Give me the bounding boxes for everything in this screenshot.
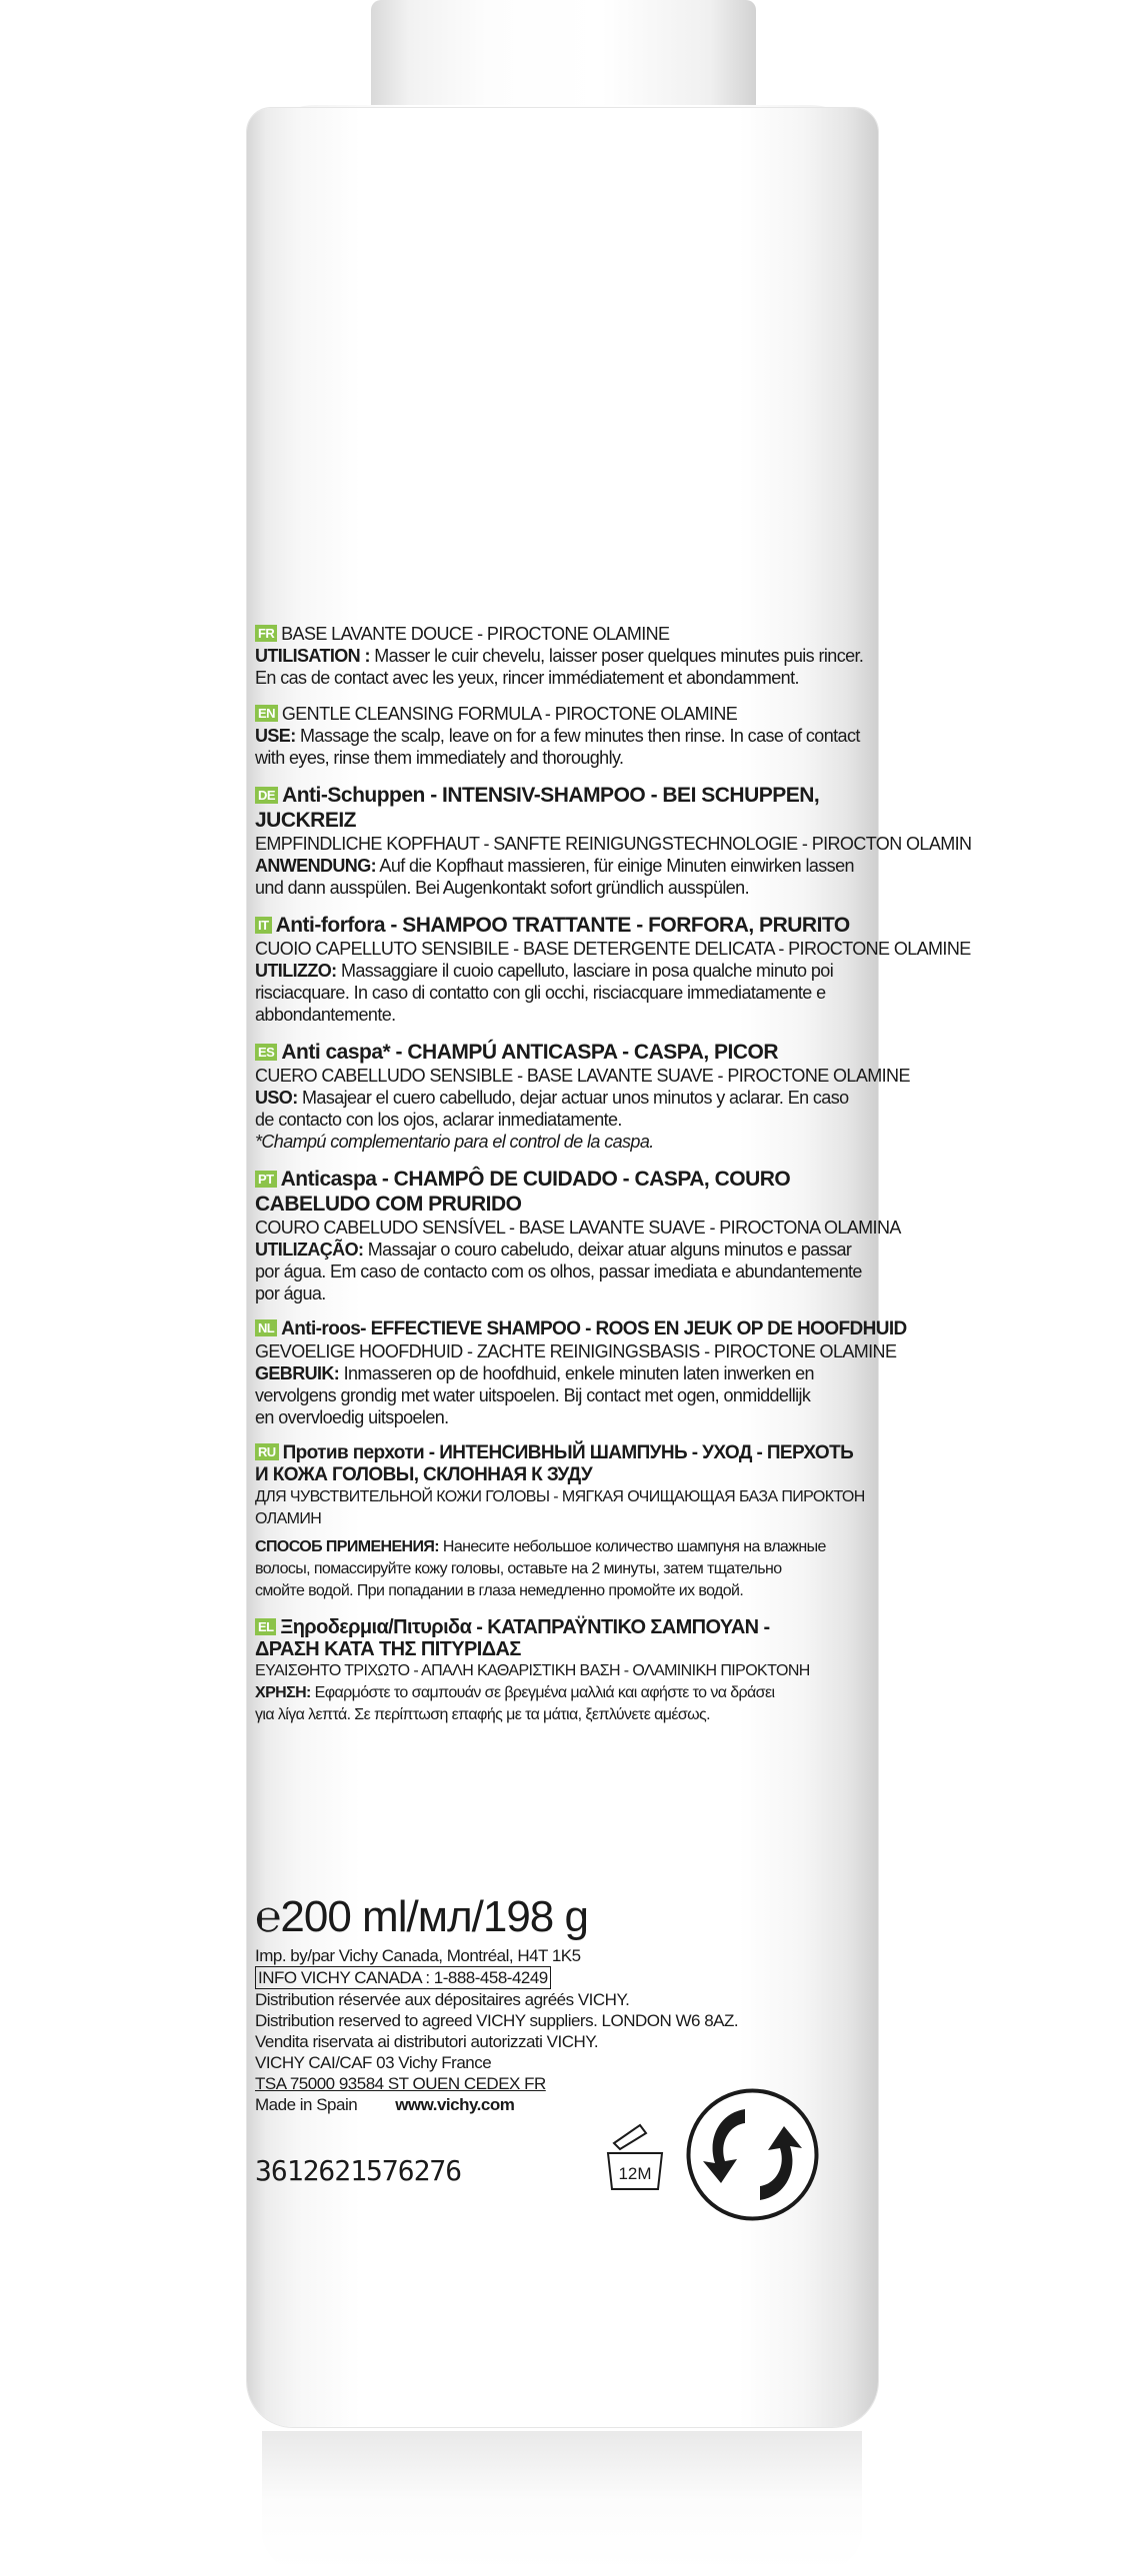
pt-heading: Anticaspa - CHAMPÔ DE CUIDADO - CASPA, COURO: [280, 1168, 791, 1191]
section-pt: [255, 1167, 901, 1304]
ru-formula-2: ОЛАМИН: [255, 1510, 322, 1527]
es-use-text: Masajear el cuero cabelludo, dejar actuar unos minutos y aclarar. En caso: [297, 1088, 849, 1108]
lang-tag-de: DE: [255, 787, 278, 804]
de-use-text: Auf die Kopfhaut massieren, für einige Minuten einwirken lassen: [376, 856, 854, 876]
lang-tag-el: EL: [255, 1618, 276, 1635]
el-use-label: ΧΡΗΣΗ:: [255, 1684, 311, 1701]
nl-use-text: Inmasseren op de hoofdhuid, enkele minuten laten inwerken en: [339, 1363, 814, 1383]
el-formula: ΕΥΑΙΣΘΗΤΟ ΤΡΙΧΩΤΟ - ΑΠΑΛΗ ΚΑΘΑΡΙΣΤΙΚΗ ΒΑΣΗ - ΟΛΑΜΙΝΙΚΗ ΠΙΡΟΚΤΟΝΗ: [255, 1662, 810, 1679]
ru-heading: Против перхоти - ИНТЕНСИВНЫЙ ШАМПУНЬ - УХОД - ПЕРХОТЬ: [282, 1442, 854, 1463]
pt-use-text-3: por água.: [255, 1284, 326, 1303]
pt-use-label: UTILIZAÇÃO:: [255, 1240, 364, 1260]
website: www.vichy.com: [395, 2095, 515, 2114]
pao-label: 12M: [618, 2164, 652, 2183]
lang-tag-nl: NL: [255, 1319, 277, 1336]
green-dot-recycle-icon: [685, 2087, 820, 2222]
de-heading: Anti-Schuppen - INTENSIV-SHAMPOO - BEI SCHUPPEN, JUCKREIZ: [255, 784, 820, 832]
distribution-it: Vendita riservata ai distributori autorizzati VICHY.: [255, 2032, 599, 2051]
distribution-fr: Distribution réservée aux dépositaires agréés VICHY.: [255, 1990, 630, 2009]
en-formula: GENTLE CLEANSING FORMULA - PIROCTONE OLAMINE: [281, 704, 738, 724]
it-heading: Anti-forfora - SHAMPOO TRATTANTE - FORFORA, PRURITO: [275, 914, 850, 937]
ru-use-text-2: волосы, помассируйте кожу головы, оставьте на 2 минуты, затем тщательно: [255, 1560, 782, 1577]
nl-use-text-3: en overvloedig uitspoelen.: [255, 1407, 449, 1427]
de-formula: EMPFINDLICHE KOPFHAUT - SANFTE REINIGUNGSTECHNOLOGIE - PIROCTON OLAMIN: [255, 834, 972, 854]
nl-use-text-2: vervolgens grondig met water uitspoelen. Bij contact met ogen, onmiddellijk: [255, 1385, 811, 1405]
section-es: [255, 1040, 910, 1153]
it-use-text: Massaggiare il cuoio capelluto, lasciare in posa qualche minuto poi: [336, 961, 834, 981]
manufacturer-line: VICHY CAI/CAF 03 Vichy France: [255, 2053, 492, 2072]
it-use-label: UTILIZZO:: [255, 961, 337, 981]
ru-formula: ДЛЯ ЧУВСТВИТЕЛЬНОЙ КОЖИ ГОЛОВЫ - МЯГКАЯ ОЧИЩАЮЩАЯ БАЗА ПИРОКТОН: [255, 1488, 865, 1505]
lang-tag-pt: PT: [255, 1171, 277, 1188]
back-label: [255, 623, 972, 1740]
en-use-label: USE:: [255, 726, 296, 746]
barcode-number: 3612621576276: [255, 2154, 462, 2187]
nl-formula: GEVOELIGE HOOFDHUID - ZACHTE REINIGINGSBASIS - PIROCTONE OLAMINE: [255, 1341, 897, 1361]
en-use-text: Massage the scalp, leave on for a few minutes then rinse. In case of contact: [295, 726, 860, 746]
pt-heading-2: CABELUDO COM PRURIDO: [255, 1193, 522, 1216]
section-en: [255, 703, 875, 769]
manufacturer-address: TSA 75000 93584 ST OUEN CEDEX FR: [255, 2074, 546, 2093]
distribution-en: Distribution reserved to agreed VICHY suppliers. LONDON W6 8AZ.: [255, 2011, 739, 2030]
section-fr: [255, 623, 875, 689]
open-jar-icon: [604, 2119, 666, 2193]
section-it: [255, 913, 971, 1026]
es-heading: Anti caspa* - CHAMPÚ ANTICASPA - CASPA, PICOR: [281, 1041, 779, 1064]
section-de: [255, 783, 972, 899]
section-nl: [255, 1318, 907, 1428]
pt-use-text: Massajar o couro cabeludo, deixar atuar alguns minutos e passar: [363, 1240, 852, 1260]
es-footnote: *Champú complementario para el control de la caspa.: [255, 1132, 654, 1152]
de-use-text-2: und dann ausspülen. Bei Augenkontakt sofort gründlich ausspülen.: [255, 878, 749, 898]
nl-heading: Anti-roos- EFFECTIEVE SHAMPOO - ROOS EN JEUK OP DE HOOFDHUID: [281, 1318, 907, 1339]
fr-use-label: UTILISATION :: [255, 646, 370, 666]
el-heading-2: ΔΡΑΣΗ ΚΑΤΑ ΤΗΣ ΠΙΤΥΡΙΔΑΣ: [255, 1638, 521, 1660]
section-ru: [255, 1442, 875, 1602]
pt-use-text-2: por água. Em caso de contacto com os olhos, passar imediata e abundantemente: [255, 1262, 862, 1282]
el-heading: Ξηροδερμια/Πιτυριδα - ΚΑΤΑΠΡΑΫΝΤΙΚΟ ΣΑΜΠΟΥΑΝ -: [280, 1616, 770, 1638]
volume-text: ℮200 ml/мл/198 g: [255, 1892, 588, 1941]
ru-use-text-3: смойте водой. При попадании в глаза немедленно промойте их водой.: [255, 1582, 744, 1599]
es-formula: CUERO CABELLUDO SENSIBLE - BASE LAVANTE SUAVE - PIROCTONE OLAMINE: [255, 1066, 910, 1086]
de-use-label: ANWENDUNG:: [255, 856, 376, 876]
el-use-text-2: για λίγα λεπτά. Σε περίπτωση επαφής με τα μάτια, ξεπλύνετε αμέσως.: [255, 1706, 711, 1723]
made-in: Made in Spain: [255, 2095, 358, 2114]
pt-formula: COURO CABELUDO SENSÍVEL - BASE LAVANTE SUAVE - PIROCTONA OLAMINA: [255, 1218, 901, 1238]
ru-heading-2: И КОЖА ГОЛОВЫ, СКЛОННАЯ К ЗУДУ: [255, 1464, 593, 1485]
distribution-info: [255, 1945, 739, 2115]
importer-line: Imp. by/par Vichy Canada, Montréal, H4T 1K5: [255, 1946, 581, 1965]
fr-use-text-2: En cas de contact avec les yeux, rincer immédiatement et abondamment.: [255, 668, 799, 688]
en-use-text-2: with eyes, rinse them immediately and thoroughly.: [255, 748, 624, 768]
it-use-text-3: abbondantemente.: [255, 1005, 396, 1025]
ru-use-label: СПОСОБ ПРИМЕНЕНИЯ:: [255, 1538, 440, 1555]
el-use-text: Εφαρμόστε το σαμπουάν σε βρεγμένα μαλλιά και αφήστε το να δράσει: [310, 1684, 775, 1701]
lang-tag-en: EN: [255, 705, 278, 722]
es-use-text-2: de contacto con los ojos, aclarar inmediatamente.: [255, 1110, 622, 1130]
info-phone: INFO VICHY CANADA : 1-888-458-4249: [255, 1966, 551, 1989]
lang-tag-ru: RU: [255, 1443, 279, 1460]
lang-tag-fr: FR: [255, 625, 277, 642]
fr-formula: BASE LAVANTE DOUCE - PIROCTONE OLAMINE: [281, 624, 670, 644]
bottle-reflection: [262, 2431, 862, 2571]
nl-use-label: GEBRUIK:: [255, 1363, 340, 1383]
es-use-label: USO:: [255, 1088, 298, 1108]
lang-tag-it: IT: [255, 917, 272, 934]
lang-tag-es: ES: [255, 1044, 277, 1061]
section-el: [255, 1616, 875, 1726]
ru-use-text: Нанесите небольшое количество шампуня на влажные: [439, 1538, 826, 1555]
fr-use-text: Masser le cuir chevelu, laisser poser quelques minutes puis rincer.: [369, 646, 864, 666]
it-use-text-2: risciacquare. In caso di contatto con gli occhi, risciacquare immediatamente e: [255, 983, 826, 1003]
bottle-cap: [371, 0, 756, 120]
it-formula: CUOIO CAPELLUTO SENSIBILE - BASE DETERGENTE DELICATA - PIROCTONE OLAMINE: [255, 939, 971, 959]
